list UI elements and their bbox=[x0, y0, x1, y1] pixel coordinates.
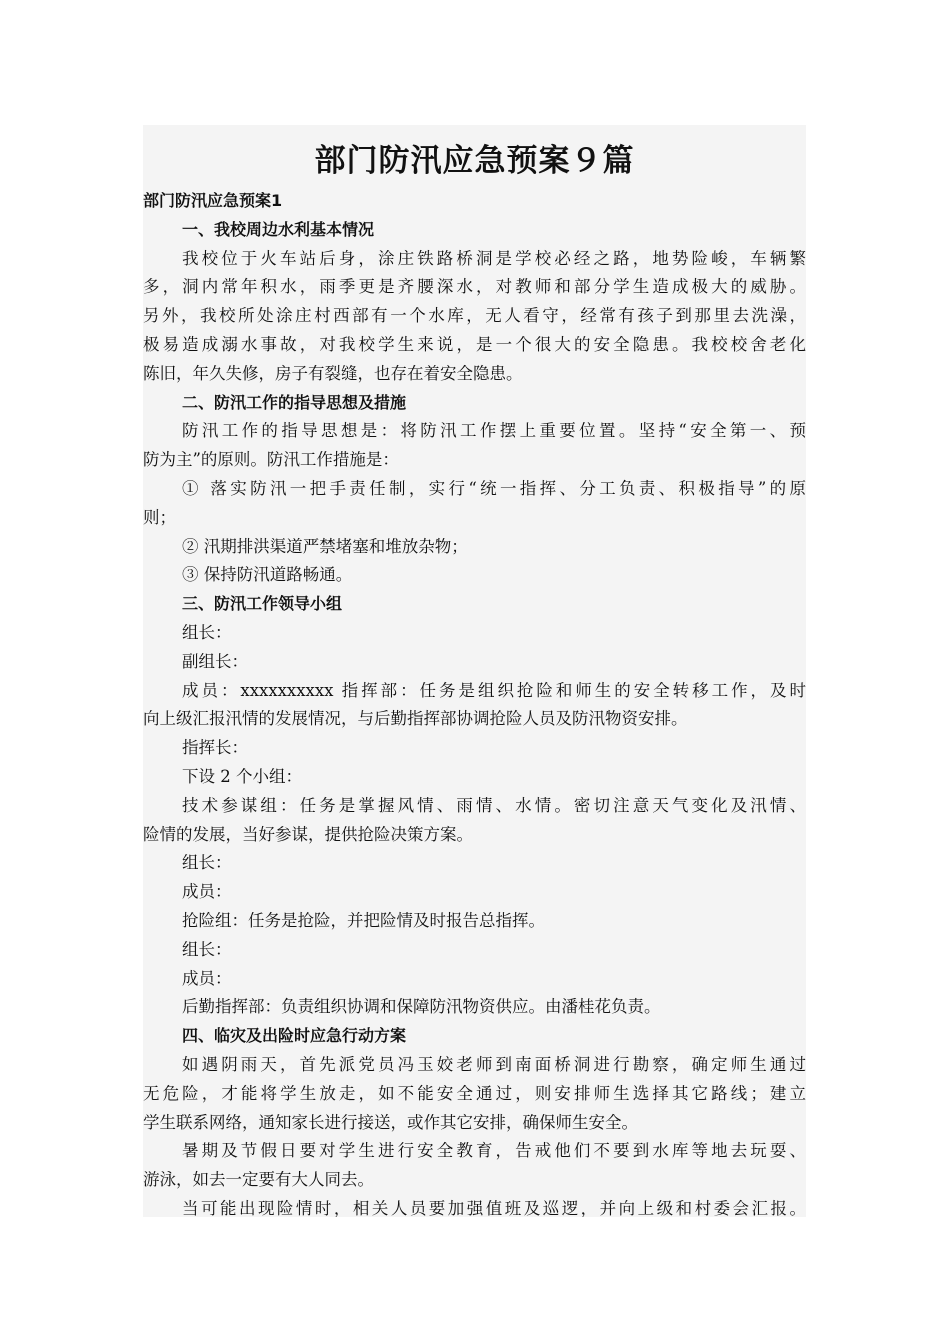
text-line: 无危险，才能将学生放走，如不能安全通过，则安排师生选择其它路线；建立 bbox=[143, 1083, 806, 1103]
text-line: 另外，我校所处涂庄村西部有一个水库，无人看守，经常有孩子到那里去洗澡， bbox=[143, 306, 806, 326]
text-line: 则； bbox=[143, 507, 176, 527]
text-line: ① 落实防汛一把手责任制，实行“统一指挥、分工负责、积极指导”的原 bbox=[182, 478, 806, 498]
text-line: 副组长： bbox=[182, 651, 248, 671]
section-heading: 一、我校周边水利基本情况 bbox=[182, 219, 375, 239]
text-line: 成员： bbox=[182, 882, 232, 902]
text-line: 组长： bbox=[182, 853, 232, 873]
section-heading: 部门防汛应急预案1 bbox=[143, 191, 283, 210]
text-line: 抢险组：任务是抢险，并把险情及时报告总指挥。 bbox=[182, 910, 545, 930]
document-body bbox=[143, 187, 806, 1217]
text-line: 陈旧，年久失修，房子有裂缝，也存在着安全隐患。 bbox=[143, 363, 523, 383]
text-line: 防汛工作的指导思想是：将防汛工作摆上重要位置。坚持“安全第一、预 bbox=[182, 421, 806, 441]
text-line: 向上级汇报汛情的发展情况，与后勤指挥部协调抢险人员及防汛物资安排。 bbox=[143, 709, 688, 729]
text-line: 如遇阴雨天，首先派党员冯玉姣老师到南面桥洞进行勘察，确定师生通过 bbox=[182, 1054, 806, 1074]
section-heading: 三、防汛工作领导小组 bbox=[182, 594, 343, 614]
document-page bbox=[143, 125, 806, 1217]
text-line: 游泳，如去一定要有大人同去。 bbox=[143, 1170, 374, 1190]
text-line: 组长： bbox=[182, 622, 232, 642]
text-line: ③ 保持防汛道路畅通。 bbox=[182, 565, 353, 585]
text-line: 学生联系网络，通知家长进行接送，或作其它安排，确保师生安全。 bbox=[143, 1112, 638, 1132]
text-line: 技术参谋组：任务是掌握风情、雨情、水情。密切注意天气变化及汛情、 bbox=[182, 795, 806, 815]
text-line: 多，洞内常年积水，雨季更是齐腰深水，对教师和部分学生造成极大的威胁。 bbox=[143, 277, 806, 297]
text-line: 暑期及节假日要对学生进行安全教育，告戒他们不要到水库等地去玩耍、 bbox=[182, 1141, 806, 1161]
text-line: 组长： bbox=[182, 939, 232, 959]
text-line: 当可能出现险情时，相关人员要加强值班及巡逻，并向上级和村委会汇报。 bbox=[182, 1198, 806, 1217]
text-line: 成员： bbox=[182, 968, 232, 988]
text-line: 防为主”的原则。防汛工作措施是： bbox=[143, 450, 399, 470]
text-line: 下设 2 个小组： bbox=[182, 766, 302, 786]
document-title: 部门防汛应急预案９篇 bbox=[314, 143, 635, 179]
text-line: 极易造成溺水事故，对我校学生来说，是一个很大的安全隐患。我校校舍老化 bbox=[143, 334, 806, 354]
text-line: ② 汛期排洪渠道严禁堵塞和堆放杂物； bbox=[182, 536, 468, 556]
section-heading: 四、临灾及出险时应急行动方案 bbox=[182, 1026, 407, 1046]
text-line: 指挥长： bbox=[182, 738, 248, 758]
text-line: 成员：xxxxxxxxxx 指挥部：任务是组织抢险和师生的安全转移工作，及时 bbox=[182, 680, 806, 700]
text-line: 后勤指挥部：负责组织协调和保障防汛物资供应。由潘桂花负责。 bbox=[182, 997, 661, 1017]
text-line: 我校位于火车站后身，涂庄铁路桥洞是学校必经之路，地势险峻，车辆繁 bbox=[182, 248, 806, 268]
section-heading: 二、防汛工作的指导思想及措施 bbox=[182, 392, 407, 412]
text-line: 险情的发展，当好参谋，提供抢险决策方案。 bbox=[143, 824, 473, 844]
